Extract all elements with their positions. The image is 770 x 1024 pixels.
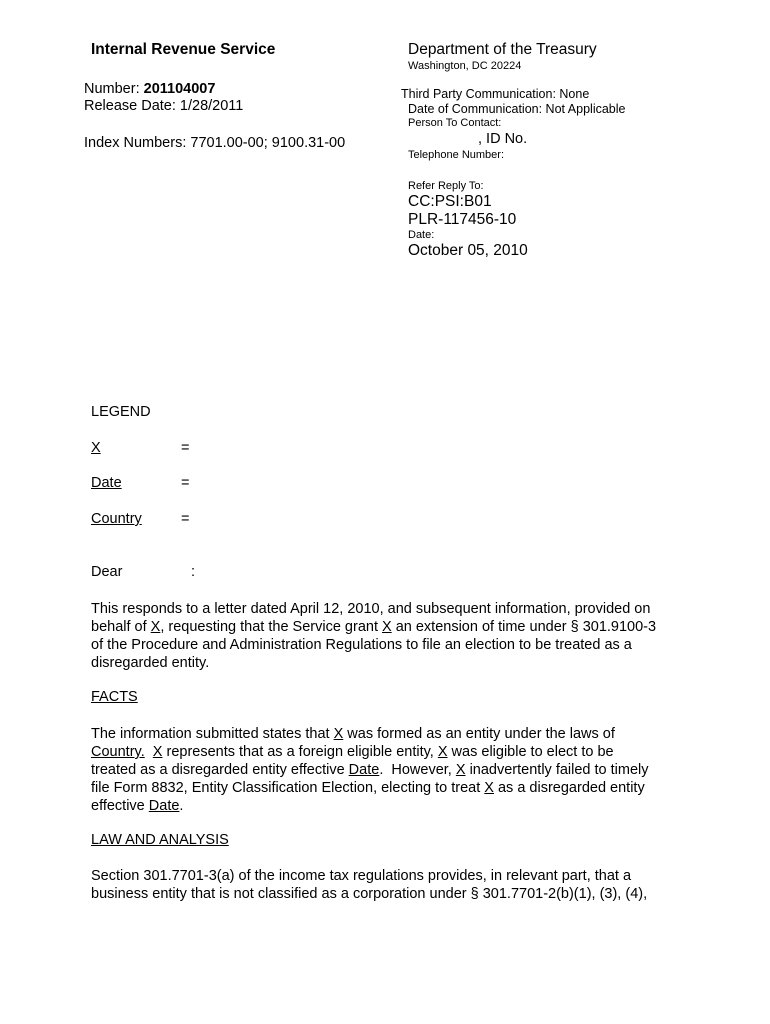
third-party-communication: Third Party Communication: None bbox=[401, 87, 590, 101]
telephone-label: Telephone Number: bbox=[408, 149, 505, 161]
text-run: . However, bbox=[379, 762, 456, 778]
date-of-communication: Date of Communication: Not Applicable bbox=[408, 102, 626, 116]
ruling-number bbox=[84, 81, 215, 97]
term-country: Country. bbox=[91, 744, 145, 760]
facts-heading: FACTS bbox=[91, 689, 138, 705]
text-run: behalf of bbox=[91, 619, 151, 635]
term-x: X bbox=[437, 744, 448, 760]
text-run: represents that as a foreign eligible entity, bbox=[162, 744, 438, 760]
intro-line: disregarded entity. bbox=[91, 655, 210, 671]
intro-line bbox=[91, 618, 696, 636]
legend-title: LEGEND bbox=[91, 404, 151, 420]
facts-line bbox=[91, 797, 696, 815]
salutation-dear: Dear bbox=[91, 564, 123, 580]
term-x: X bbox=[484, 780, 494, 796]
person-to-contact-label: Person To Contact: bbox=[408, 117, 502, 129]
release-date: Release Date: 1/28/2011 bbox=[84, 98, 244, 114]
facts-line bbox=[91, 779, 696, 797]
agency-name: Internal Revenue Service bbox=[91, 41, 276, 58]
text-run: file Form 8832, Entity Classification Election, electing to treat bbox=[91, 780, 485, 796]
term-date: Date bbox=[148, 798, 180, 814]
term-date: Date bbox=[348, 762, 380, 778]
text-run: was formed as an entity under the laws of bbox=[343, 726, 615, 742]
law-line: business entity that is not classified as a corporation under § 301.7701-2(b)(1), (3), (4), bbox=[91, 886, 648, 902]
legend-equals: = bbox=[181, 440, 190, 456]
legend-term-country: Country bbox=[91, 511, 142, 527]
intro-line: of the Procedure and Administration Regulations to file an election to be treated as a bbox=[91, 637, 632, 653]
refer-code: CC:PSI:B01 bbox=[408, 193, 492, 210]
text-run: . bbox=[179, 798, 184, 814]
letter-date: October 05, 2010 bbox=[408, 242, 528, 259]
id-number-label: , ID No. bbox=[478, 131, 528, 147]
index-numbers: Index Numbers: 7701.00-00; 9100.31-00 bbox=[84, 135, 346, 151]
text-run: effective bbox=[91, 798, 149, 814]
text-run: an extension of time under § 301.9100-3 bbox=[391, 619, 657, 635]
department-address: Washington, DC 20224 bbox=[408, 60, 522, 72]
intro-line: This responds to a letter dated April 12, 2010, and subsequent information, provided on bbox=[91, 601, 651, 617]
law-paragraph bbox=[91, 867, 696, 903]
facts-line bbox=[91, 743, 696, 761]
legend-equals: = bbox=[181, 511, 190, 527]
number-value: 201104007 bbox=[143, 81, 216, 97]
facts-line bbox=[91, 725, 696, 743]
intro-paragraph bbox=[91, 600, 696, 672]
term-x: X bbox=[152, 744, 163, 760]
text-run: inadvertently failed to timely bbox=[465, 762, 649, 778]
law-heading: LAW AND ANALYSIS bbox=[91, 832, 229, 848]
text-run: , requesting that the Service grant bbox=[160, 619, 382, 635]
legend-term-date: Date bbox=[91, 475, 122, 491]
department-name: Department of the Treasury bbox=[408, 41, 597, 58]
text-run: as a disregarded entity bbox=[493, 780, 645, 796]
text-run: treated as a disregarded entity effective bbox=[91, 762, 349, 778]
salutation-colon: : bbox=[191, 564, 196, 580]
law-line: Section 301.7701-3(a) of the income tax regulations provides, in relevant part, that a bbox=[91, 868, 632, 884]
number-label: Number: bbox=[84, 81, 140, 97]
term-x: X bbox=[150, 619, 161, 635]
refer-reply-label: Refer Reply To: bbox=[408, 180, 484, 192]
facts-paragraph bbox=[91, 725, 696, 815]
text-run: The information submitted states that bbox=[91, 726, 334, 742]
text-run bbox=[145, 744, 153, 760]
term-x: X bbox=[455, 762, 466, 778]
text-run: was eligible to elect to be bbox=[447, 744, 614, 760]
term-x: X bbox=[382, 619, 392, 635]
legend-equals: = bbox=[181, 475, 190, 491]
legend-term-x: X bbox=[91, 440, 101, 456]
facts-line bbox=[91, 761, 696, 779]
date-label: Date: bbox=[408, 229, 435, 241]
term-x: X bbox=[333, 726, 344, 742]
plr-number: PLR-117456-10 bbox=[408, 211, 517, 228]
